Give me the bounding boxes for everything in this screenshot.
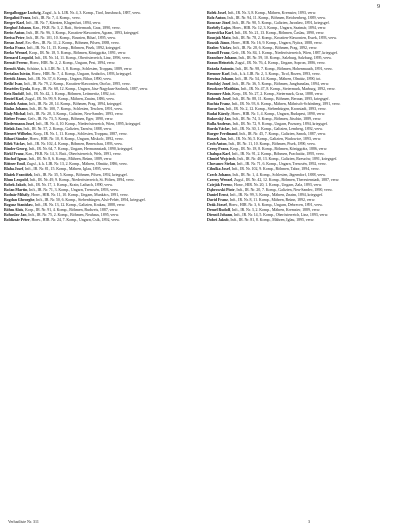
entry-separator: ,	[229, 70, 232, 76]
entry-separator: ,	[26, 156, 29, 162]
entry-separator: ,	[229, 40, 232, 46]
entry-separator: ,	[229, 50, 232, 56]
entry-text: Inft., IR. Nr. 8, 6. Komp., Mähren, Brünn, 1889, verw.	[28, 156, 113, 162]
entry-name: Brabec Václav	[207, 45, 232, 51]
entry-text: Inft., IR. Nr. 71, 3. Komp., Ungarn, Trencsén, 1893, verw.	[29, 186, 119, 192]
entry-text: Inft., IR. Nr. 100, 7. Komp., Schlesien, Teschen, 1891, verw.	[29, 105, 123, 111]
entry-name: Bischof Ignaz	[4, 156, 27, 162]
entry-separator: ,	[26, 146, 29, 152]
entry-separator: ,	[233, 75, 236, 81]
entry-name: Bogdan Gheorghe	[4, 196, 35, 202]
entry-name: Beran Josef	[4, 40, 24, 46]
entry-separator: ,	[231, 45, 234, 51]
entry-name: Bulla Andreas	[207, 121, 231, 127]
entry-separator: ,	[30, 25, 33, 31]
entry-separator: ,	[229, 100, 232, 106]
footer-left: Verlustliste Nr. 311	[8, 519, 39, 524]
entry-text: Inft., IR. Nr. 14, 5. Komp., Oberösterreich, Linz, 1893, verw.	[233, 211, 329, 217]
entry-text: Inft., IR. Nr. 11, 15. Komp., Böhmen, Pisek, 1892, kriegsgef.	[26, 45, 122, 51]
entry-text: Ers.-Res., IR. Nr. 11, 2. Komp., Böhmen, Pilsen, 1888, verw.	[25, 40, 120, 46]
entry-text: Inft., IR. Nr. 28, 6. Komp., Böhmen, Prag, 1892, verw.	[233, 45, 318, 51]
entry-text: Inft., IR. Nr. 56, 5. Komp., Galizien, Wadowice, 1893, verw.	[227, 136, 322, 142]
entry-name: Czech Johann	[207, 171, 231, 177]
entry-text: Inft., k. k. LIR. Nr. 2, 3. Komp., Tirol, Bozen, 1893, verw.	[231, 70, 321, 76]
entry-separator: ,	[230, 20, 233, 26]
entry-name: Bohuslav Jan	[4, 211, 27, 217]
entry-name: Brenner Karl	[207, 70, 230, 76]
entry-name: Betz Rudolf	[4, 90, 24, 96]
entry-text: Inft., IR. Nr. 8, 11. Komp., Mähren, Brünn, 1892, verw.	[229, 196, 316, 202]
entry-name: Buchta Franz	[207, 100, 230, 106]
entry-text: Zugsf., k. k. LIR. Nr. 4, 3. Komp., Tirol, Innsbruck, 1887, verw.	[42, 10, 141, 15]
entry-name: Bihari Sándor	[4, 136, 28, 142]
entry-text: Korp., IR. Nr. 68, 12. Komp., Ungarn, Jász-Nagykun-Szolnok, 1887, verw.	[31, 85, 149, 91]
entry-text: Inft., IR. Nr. 102, 9. Komp., Böhmen, Tabor, 1894, verw.	[231, 166, 320, 172]
entry-text: Honv., HIR. Nr. 12, 3. Komp., Ungarn, Szatmár, 1894, verw.	[232, 25, 327, 31]
entry-name: Boszák János	[207, 40, 230, 46]
entry-text: Honv., HIR. Nr. 2, 2. Komp., Ungarn, Pest, 1894, verw.	[29, 60, 116, 66]
left-column	[4, 10, 190, 515]
entry-separator: ,	[230, 171, 233, 177]
entry-text: Inft., IR. Nr. 74, 3. Komp., Böhmen, Jitschin, 1889, verw.	[232, 115, 322, 121]
entry-text: Inft., IR. Nr. 75, 2. Komp., Böhmen, Neuhaus, 1895, verw.	[28, 211, 120, 217]
entry-separator: ,	[27, 186, 30, 192]
entry-text: Inft., IR. Nr. 79, 2. Komp., Kroatien-Slawonien, Otočac, 1895, verw.	[24, 80, 131, 86]
entry-separator: ,	[25, 110, 28, 116]
entry-name: Deák József	[207, 201, 227, 207]
page-number: 9	[377, 4, 380, 10]
entry-separator: ,	[225, 15, 228, 21]
entry-name: Beutel Karl	[4, 95, 24, 101]
entry-text: Inft., IR. Nr. 71, 6. Komp., Ungarn, Trencsén, 1892, verw.	[236, 161, 327, 167]
entry-text: Inft., IR. Nr. 91, 2. Komp., Böhmen, Prachatitz, 1895, verw.	[231, 151, 325, 157]
entry-text: Inft., IR. Nr. 7, 4. Komp., verw.	[32, 15, 81, 21]
entry-name: Dienstl Johann	[207, 211, 233, 217]
entry-text: Inft., IR. Nr. 30, 1. Komp., Galizien, Lemberg, 1892, verw.	[231, 126, 323, 132]
entry-name: Bogusz Stanisław	[4, 201, 34, 207]
entry-separator: ,	[227, 196, 230, 202]
entry-name: Bočan Martin	[4, 186, 28, 192]
entry-separator: ,	[230, 35, 233, 41]
entry-separator: ,	[24, 20, 26, 26]
entry-text: Honv., HIR. Nr. 1, 4. Komp., Ungarn, Budapest, 1890, verw.	[231, 110, 326, 116]
entry-separator: ,	[232, 181, 234, 187]
entry-text: Inft., IR. Nr. 98, 7. Komp., Böhmen, Hohenmauth, 1891, verw.	[235, 65, 333, 71]
entry-name: Bodnár Mihály	[4, 191, 30, 197]
entry-separator: ,	[27, 100, 30, 106]
entry-separator: ,	[233, 65, 236, 71]
entry-separator: ,	[228, 191, 230, 197]
entry-text: Honv., HIR. Nr. 11, 10. Komp., Ungarn, Munkács, 1891, verw.	[31, 191, 129, 197]
entry-separator: ,	[232, 30, 235, 36]
entry-text: Inft., IR. Nr. 7, Kärnten, Klagenfurt, 1894, verw.	[25, 20, 102, 26]
entry-separator: ,	[223, 105, 226, 111]
entry-name: Blažek František	[4, 171, 33, 177]
entry-separator: ,	[232, 211, 234, 217]
entry-name: Bielak Jan	[4, 126, 22, 132]
entry-text: Inft., IR. Nr. 102, 4. Komp., Böhmen, Beneschau, 1893, verw.	[26, 141, 123, 147]
entry-text: Inft., IR. Nr. 64, 7. Komp., Ungarn, Hermannstadt, 1890, kriegsgef.	[28, 146, 134, 152]
entry-name: Cibulka Josef	[207, 166, 230, 172]
entry-name: Cech Anton	[207, 141, 227, 147]
entry-text: Inft., IR. Nr. 3, 2. Komp., Mähren, Kremsier, 1889, verw.	[231, 206, 321, 212]
entry-name: Biały Michał	[4, 110, 26, 116]
entry-name: Chmiel Wojciech	[207, 156, 236, 162]
entry-separator: ,	[27, 60, 30, 66]
entry-name: David Franz	[207, 196, 228, 202]
entry-name: Blum Leopold	[4, 176, 28, 182]
entry-text: Honv., HIR. Nr. 24, 7. Komp., Ungarn, Csík, 1892, verw.	[31, 216, 120, 222]
entry-name: Bolz Anton	[207, 15, 226, 21]
entry-text: Inft., IR. Nr. 99, 3. Komp., Mähren, Znaim, 1894, kriegsgef.	[229, 191, 324, 197]
entry-name: Budai Károly	[207, 110, 230, 116]
entry-separator: ,	[32, 55, 35, 61]
entry-separator: ,	[226, 201, 229, 207]
entry-name: Bubeník Josef	[207, 95, 231, 101]
entry-separator: ,	[27, 105, 30, 111]
entry-separator: ,	[40, 10, 43, 15]
entry-text: Inft., IR. Nr. 94, 11. Komp., Böhmen, Reichenberg, 1889, verw.	[227, 15, 326, 21]
entry-separator: ,	[34, 121, 36, 127]
entry-separator: ,	[236, 55, 239, 61]
entry-separator: ,	[29, 85, 32, 91]
entry-name: Berghof Johann	[4, 25, 31, 31]
entry-name: Brezina Johann	[207, 75, 234, 81]
entry-text: Inft., IR. Nr. 36, 5. Komp., Böhmen, Jungbunzlau, 1894, verw.	[232, 80, 330, 86]
entry-separator: ,	[225, 136, 228, 142]
entry-name: Berndt Alois	[4, 65, 25, 71]
entry-name: Bobek Jakob	[4, 181, 26, 187]
entry-text: Inft., IR. Nr. 14, 11. Komp., Oberösterreich, Linz, 1896, verw.	[34, 55, 131, 61]
entry-text: Inft., IR. Nr. 50, 6. Komp., Siebenbürgen, Alsó-Fehér, 1894, kriegsgef.	[36, 196, 146, 202]
entry-text: Inft., IR. Nr. 88, 11. Komp., Böhmen, Beraun, 1895, kriegsgef.	[232, 95, 330, 101]
entry-separator: ,	[230, 80, 233, 86]
entry-name: Bucur Ion	[207, 105, 224, 111]
entry-separator: ,	[23, 95, 26, 101]
entry-name: Borbély Lajos	[207, 25, 231, 31]
entry-name: Bertalan István	[4, 70, 30, 76]
entry-separator: ,	[25, 45, 27, 51]
entry-name: Bílek Václav	[4, 141, 26, 147]
entry-separator: ,	[230, 95, 233, 101]
entry-text: Zugsf., IR. Nr. 99, 9. Komp., Mähren, Znaim, 1886, verw.	[25, 95, 115, 101]
entry-text: Zugsf., IR. Nr. 42, 12. Komp., Böhmen, Theresienstadt, 1887, verw.	[234, 176, 340, 182]
entry-name: Bertók János	[4, 75, 27, 81]
entry-separator: ,	[23, 40, 26, 46]
entry-text: Inft., IR. Nr. 1, 4. Komp., Schlesien, Jägerndorf, 1888, verw.	[232, 171, 326, 177]
entry-name: Blaha Josef	[4, 166, 24, 172]
entry-name: Burda Václav	[207, 126, 231, 132]
entry-separator: ,	[237, 131, 240, 137]
entry-name: Beszédes Gyula	[4, 85, 30, 91]
entry-separator: ,	[21, 126, 24, 132]
entry-separator: ,	[230, 126, 232, 132]
entry-name: Böhm Alois	[4, 206, 24, 212]
entry-text: Zugsf., IR. Nr. 76, 4. Komp., Ungarn, Sopron, 1886, verw.	[235, 60, 326, 66]
entry-name: Cerny Franz	[207, 146, 229, 152]
entry-separator: ,	[27, 50, 30, 56]
entry-separator: ,	[239, 85, 241, 91]
entry-name: Demel Rudolf	[207, 206, 231, 212]
entry-text: Inft., IR. Nr. 96, 3. Komp., Kroatien-Slawonien, Agram, 1893, kriegsgef.	[26, 30, 140, 36]
entry-name: Berger Karl	[4, 20, 25, 26]
entry-separator: ,	[32, 171, 35, 177]
entry-separator: ,	[27, 176, 30, 182]
entry-text: Korp., IR. Nr. 18, 5. Komp., Böhmen, Königgrätz, 1891, verw.	[29, 50, 127, 56]
entry-separator: ,	[23, 166, 25, 172]
entry-separator: ,	[26, 211, 29, 217]
entry-separator: ,	[24, 35, 27, 41]
entry-separator: ,	[24, 30, 27, 36]
entry-name: Dobeš Jakub	[207, 216, 229, 222]
entry-separator: ,	[25, 115, 28, 121]
entry-name: Bezdek Anton	[4, 100, 28, 106]
entry-text: Zugsf., k. k. LIR. Nr. 13, 2. Komp., Mähren, Olmütz, 1886, verw.	[26, 161, 128, 167]
entry-separator: ,	[229, 110, 232, 116]
entry-text: Inft., IR. Nr. 17, 1. Komp., Krain, Laibach, 1890, verw.	[27, 181, 113, 187]
entry-separator: ,	[33, 201, 35, 207]
entry-text: Inft., IR. Nr. 4, 10. Komp., Niederösterreich, Wien, 1895, kriegsgef.	[35, 121, 142, 127]
entry-separator: ,	[25, 141, 27, 147]
entry-name: Chovanec Štefan	[207, 161, 236, 167]
entry-separator: ,	[23, 151, 26, 157]
entry-text: Honv., HIR. Nr. 10, 8. Komp., Ungarn, Miskolc, 1892, verw.	[29, 136, 124, 142]
entry-separator: ,	[230, 115, 233, 121]
entry-text: Inft., IR. Nr. 59, 10. Komp., Salzburg, Salzburg, 1895, verw.	[238, 55, 332, 61]
entry-name: Bernard Leopold	[4, 55, 33, 61]
entry-name: Dąbrowski Piotr	[207, 186, 235, 192]
entry-name: Czerny Wenzel	[207, 176, 233, 182]
entry-text: Kan., FKR. Nr. 3, 2. Batt., Steiermark, Graz, 1890, verw.	[32, 25, 121, 31]
entry-text: Honv., HIR. Nr. 3, 6. Komp., Ungarn, Debrecen, 1891, verw.	[228, 201, 323, 207]
entry-text: Inft., IR. Nr. 40, 13. Komp., Galizien, Rzeszów, 1891, kriegsgef.	[237, 156, 338, 162]
entry-separator: ,	[230, 121, 233, 127]
entry-name: Bialas Johann	[4, 105, 28, 111]
entry-name: Bukovský Jan	[207, 115, 231, 121]
entry-separator: ,	[30, 15, 33, 21]
entry-separator: ,	[228, 146, 231, 152]
entry-separator: ,	[228, 216, 231, 222]
entry-text: Inft., IR. Nr. 72, 9. Komp., Ungarn, Pozsony, 1894, kriegsgef.	[232, 121, 329, 127]
entry-name: Berka Franz	[4, 45, 26, 51]
entry-name: Burger Ferdinand	[207, 131, 238, 137]
entry-text: Inft., IR. Nr. 49, 9. Komp., Niederösterreich, St. Pölten, 1894, verw.	[29, 176, 135, 182]
entry-separator: ,	[230, 90, 233, 96]
entry-name: Brandner Johann	[207, 55, 237, 61]
entry-name: Berin Anton	[4, 30, 25, 36]
entry-separator: ,	[26, 75, 28, 81]
entry-separator: ,	[234, 186, 237, 192]
entry-separator: ,	[24, 161, 27, 167]
entry-name: Bittner Emil	[4, 161, 25, 167]
entry-text: Korp., IR. Nr. 18, 8. Komp., Böhmen, Königgrätz, 1886, verw.	[230, 146, 328, 152]
list-entry	[207, 217, 393, 222]
list-entry	[4, 217, 190, 222]
right-column	[207, 10, 393, 515]
entry-separator: ,	[229, 166, 232, 172]
entry-separator: ,	[235, 161, 237, 167]
entry-text: Inft., IR. Nr. 90, 5. Komp., Galizien, Jarosław, 1891, kriegsgef.	[232, 20, 330, 26]
entry-separator: ,	[230, 206, 232, 212]
entry-separator: ,	[27, 136, 30, 142]
entry-text: Inft., IR. Nr. 20, 3. Komp., Galizien, Neu-Sandec, 1893, verw.	[27, 110, 124, 116]
entry-text: Inft., IR. Nr. 20, 7. Komp., Galizien, Neu-Sandec, 1890, verw.	[236, 186, 333, 192]
entry-text: Inft., IR. Nr. 2, 12. Komp., Siebenbürgen, Kronstadt, 1893, verw.	[225, 105, 327, 111]
entry-name: Bešlić Ivan	[4, 80, 23, 86]
entry-name: Buszek Jan	[207, 136, 226, 142]
entry-text: Inft., IR. Nr. 37, 6. Komp., Ungarn, Bihar, 1890, verw.	[27, 75, 112, 81]
entry-name: Boldizsár Péter	[4, 216, 30, 222]
entry-text: Schütze, k. k. LIR. Nr. 1, 8. Komp., Schlesien, Troppau, 1889, verw.	[26, 65, 133, 71]
entry-text: Inft., IR. Nr. 28, 14. Komp., Böhmen, Prag, 1894, kriegsgef.	[29, 100, 123, 106]
entry-separator: ,	[230, 25, 233, 31]
entry-name: Brázda Antonín	[207, 65, 234, 71]
entry-text: Honv., HIR. Nr. 20, 1. Komp., Ungarn, Zala, 1893, verw.	[233, 181, 323, 187]
entry-name: Brunner Alois	[207, 90, 231, 96]
entry-name: Berko Wenzel	[4, 50, 28, 56]
entry-text: Inft., IR. Nr. 78, 2. Komp., Kroatien-Slawonien, Essek, 1893, verw.	[232, 35, 337, 41]
entry-text: Inft., IR. Nr. 35, 5. Komp., Böhmen, Pilsen, 1892, kriegsgef.	[34, 171, 128, 177]
entry-name: Bosnjak Mato	[207, 35, 231, 41]
entry-name: Bergalboggar Ludwig	[4, 10, 41, 15]
footer-right: 3	[308, 519, 310, 524]
entry-text: Honv., HIR. Nr. 7, 4. Komp., Ungarn, Szabolcs, 1893, kriegsgef.	[31, 70, 132, 76]
entry-text: Inft., IR. Nr. 21, 13. Komp., Böhmen, Časlau, 1890, verw.	[234, 30, 325, 36]
entry-separator: ,	[29, 70, 32, 76]
entry-text: Inft., IR. Nr. 3, 8. Komp., Mähren, Kremsier, 1893, verw.	[227, 10, 317, 15]
entry-name: Binder Georg	[4, 146, 27, 152]
entry-separator: ,	[22, 80, 25, 86]
entry-name: Chalupa Karl	[207, 151, 231, 157]
entry-name: Czirják Ferenc	[207, 181, 233, 187]
entry-separator: ,	[233, 60, 236, 66]
entry-text: Inft., IR. Nr. 11, 10. Komp., Böhmen, Pisek, 1890, verw.	[228, 141, 316, 147]
entry-name: Bieber Franz	[4, 115, 26, 121]
entry-text: Honv., HIR. Nr. 16, 9. Komp., Ungarn, Nyitra, 1888, verw.	[231, 40, 323, 46]
entry-name: Bolek Josef	[207, 10, 226, 15]
entry-text: Korp., IR. Nr. 1, 11. Komp., Schlesien, Troppau, 1887, verw.	[33, 131, 128, 137]
entry-name: Berisa Peter	[4, 35, 25, 41]
entry-text: Inft., IR. Nr. 81, 8. Komp., Mähren, Iglau, 1895, verw.	[230, 216, 315, 222]
entry-name: Braun Heinrich	[207, 60, 234, 66]
entry-name: Borovička Karl	[207, 30, 233, 36]
entry-separator: ,	[235, 156, 238, 162]
entry-separator: ,	[24, 65, 27, 71]
entry-name: Biedermann Josef	[4, 121, 35, 127]
entry-name: Birkl Franz	[4, 151, 24, 157]
entry-text: Gefr., IR. Nr. 73, 5. Komp., Böhmen, Eger, 1890, verw.	[27, 115, 114, 121]
entry-name: Bergalini Franz	[4, 15, 31, 21]
entry-name: Bernát Ferenc	[4, 60, 28, 66]
entry-text: Inft., IR. Nr. 81, 15. Komp., Mähren, Iglau, 1895, verw.	[24, 166, 111, 172]
entry-separator: ,	[232, 176, 234, 182]
entry-name: Brodský Josef	[207, 80, 231, 86]
entry-text: Inft., IR. Nr. 45, 7. Komp., Galizien, Sanok, 1887, verw.	[239, 131, 327, 137]
entry-separator: ,	[225, 10, 228, 15]
entry-separator: ,	[29, 216, 32, 222]
entry-text: Gefr., IR. Nr. 84, 1. Komp., Niederösterreich, Wien, 1887, kriegsgef.	[231, 50, 339, 56]
entry-text: Inft., IR. Nr. 54, 14. Komp., Mähren, Olmütz, 1890, tot.	[235, 75, 322, 81]
entry-text: Korp., IR. Nr. 91, 4. Komp., Böhmen, Budweis, 1887, verw.	[24, 206, 119, 212]
entry-separator: ,	[29, 191, 32, 197]
entry-separator: ,	[25, 181, 28, 187]
entry-text: Inft., IR. Nr. 13, 12. Komp., Galizien, Krakau, 1888, verw.	[34, 201, 126, 207]
entry-text: Kan., FKR. Nr. 14, 3. Batt., Oberösterreich, Wels, 1891, verw.	[25, 151, 122, 157]
entry-text: Inft., IR. Nr. 47, 8. Komp., Steiermark, Marburg, 1892, verw.	[240, 85, 336, 91]
entry-name: Brandl Franz	[207, 50, 230, 56]
entry-text: Korp., IR. Nr. 27, 2. Komp., Steiermark, Graz, 1888, verw.	[232, 90, 324, 96]
entry-text: Inft., IR. Nr. 101, 10. Komp., Bosnien, Bihać, 1895, verw.	[26, 35, 116, 41]
entry-separator: ,	[226, 141, 229, 147]
entry-text: Inft., IR. Nr. 57, 2. Komp., Galizien, Tarnów, 1888, verw.	[23, 126, 113, 132]
entry-separator: ,	[31, 131, 34, 137]
entry-separator: ,	[34, 196, 37, 202]
entry-separator: ,	[23, 90, 26, 96]
entry-name: Bienert Wilhelm	[4, 131, 32, 137]
entry-separator: ,	[23, 206, 25, 212]
entry-name: Bonczar Józef	[207, 20, 231, 26]
entry-name: Bruckner Matthias	[207, 85, 239, 91]
entry-text: Inft., IR. Nr. 93, 6. Komp., Mähren, Mährisch-Schönberg, 1891, verw.	[231, 100, 341, 106]
entry-name: Daniel Ernst	[207, 191, 229, 197]
entry-separator: ,	[230, 151, 232, 157]
entry-text: Inft., IR. Nr. 42, 1. Komp., Böhmen, Leitmeritz, 1892, tot.	[25, 90, 116, 96]
